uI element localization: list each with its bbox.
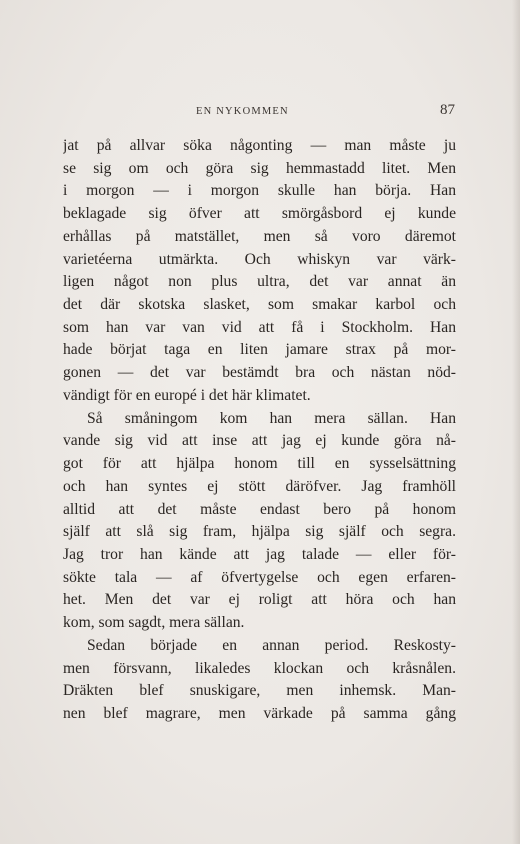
text-line: beklagade sig öfver att smörgåsbord ej kunde — [63, 205, 456, 223]
text-line: varietéerna utmärkta. Och whiskyn var värk- — [63, 250, 456, 268]
text-line: jat på allvar söka någonting — man måste ju — [63, 137, 456, 154]
text-line: som han var van vid att få i Stockholm. Han — [63, 318, 456, 336]
text-line: och han syntes ej stött däröfver. Jag framhöll — [63, 477, 456, 495]
text-line: Jag tror han kände att jag talade — eller för- — [63, 545, 456, 563]
running-head — [0, 100, 520, 122]
text-line: men försvann, likaledes klockan och kråsnålen. — [63, 659, 456, 677]
text-line: Så småningom kom han mera sällan. Han — [87, 409, 456, 427]
text-line: erhållas på matstället, men så voro däremot — [63, 227, 456, 245]
text-line: vändigt för en europé i det här klimatet. — [63, 386, 311, 404]
body-text — [63, 135, 456, 726]
page-number: 87 — [440, 102, 455, 118]
text-line: Dräkten blef snuskigare, men inhemsk. Man- — [63, 682, 456, 700]
text-line: det där skotska slasket, som smakar karbol och — [63, 296, 456, 314]
text-line: nen blef magrare, men värkade på samma gång — [63, 704, 456, 722]
text-line: själf att slå sig fram, hjälpa sig själf och segra. — [63, 523, 456, 541]
text-line: alltid att det måste endast bero på honom — [63, 500, 456, 518]
text-line: hade börjat taga en liten jamare strax på mor- — [63, 341, 456, 359]
page-edge-shadow — [512, 0, 520, 844]
text-line: sökte tala — af öfvertygelse och egen erfaren- — [63, 568, 456, 586]
text-line: se sig om och göra sig hemmastadd litet. Men — [63, 159, 456, 177]
text-line: Sedan började en annan period. Reskosty- — [87, 636, 456, 654]
text-line: het. Men det var ej roligt att höra och han — [63, 591, 456, 609]
text-line: ligen något non plus ultra, det var annat än — [63, 273, 456, 291]
text-line: got för att hjälpa honom till en sysselsättning — [63, 455, 456, 473]
text-line: vande sig vid att inse att jag ej kunde göra nå- — [63, 432, 456, 450]
text-line: gonen — det var bestämdt bra och nästan nöd- — [63, 364, 456, 382]
text-line: kom, som sagdt, mera sällan. — [63, 614, 245, 632]
running-title: EN NYKOMMEN — [196, 106, 289, 117]
text-line: i morgon — i morgon skulle han börja. Han — [63, 182, 456, 200]
